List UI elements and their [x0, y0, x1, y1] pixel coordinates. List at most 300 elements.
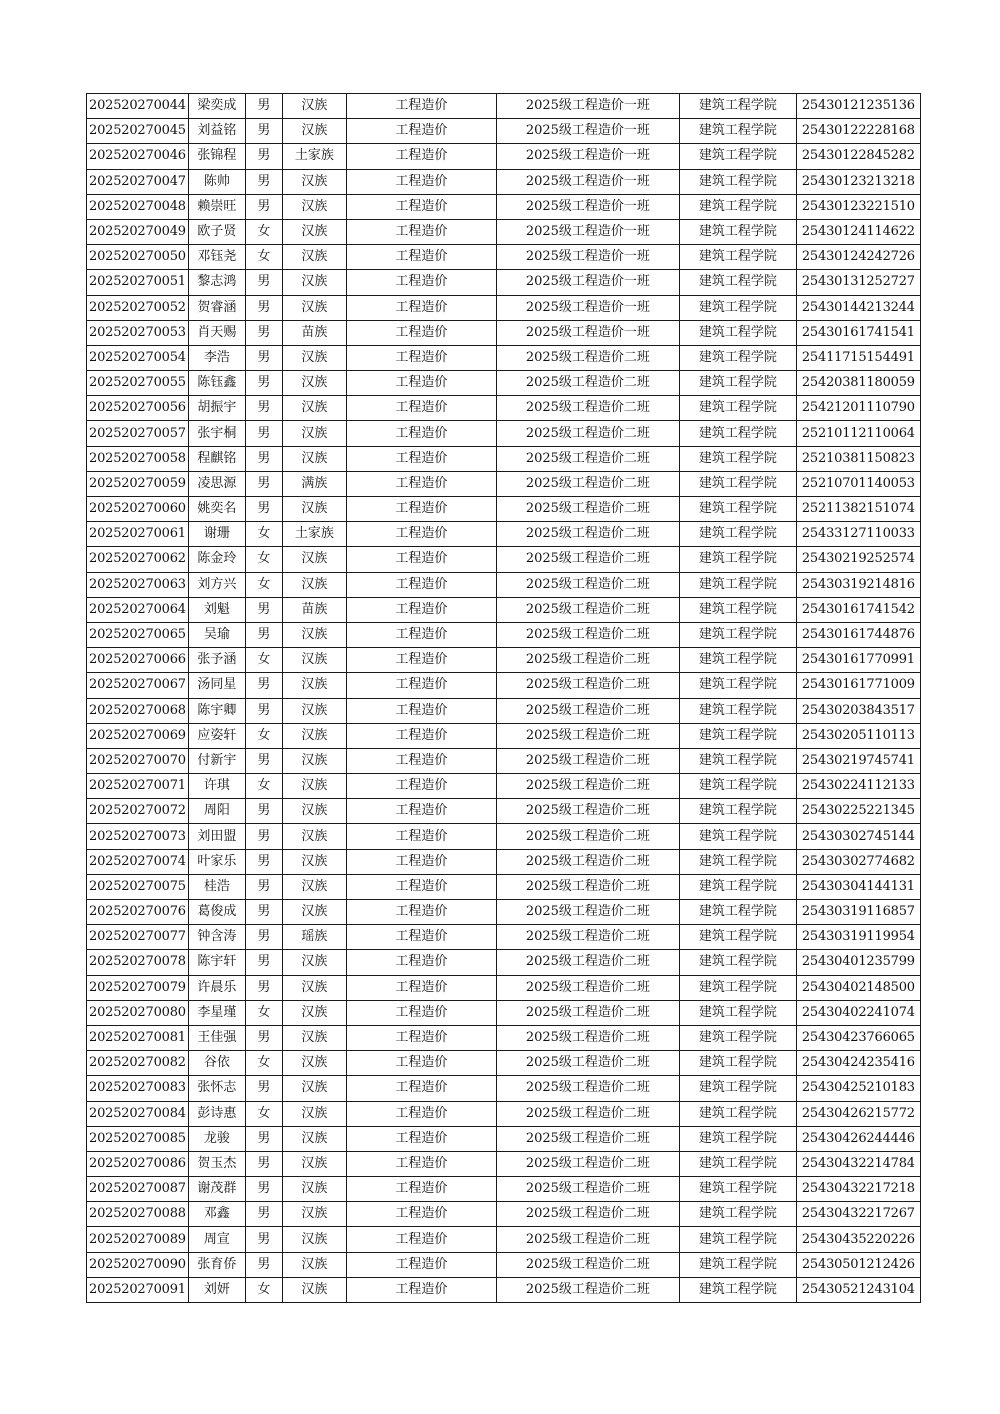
name-cell: 李星瑾: [188, 1000, 245, 1025]
class-cell: 2025级工程造价二班: [496, 1076, 679, 1101]
major-cell: 工程造价: [346, 597, 496, 622]
gender-cell: 女: [245, 245, 282, 270]
class-cell: 2025级工程造价一班: [496, 119, 679, 144]
table-row: [87, 698, 921, 723]
student-table: [86, 93, 921, 1303]
class-cell: 2025级工程造价二班: [496, 1025, 679, 1050]
college-cell: 建筑工程学院: [679, 648, 796, 673]
table-row: [87, 522, 921, 547]
table-row: [87, 1177, 921, 1202]
gender-cell: 男: [245, 673, 282, 698]
gender-cell: 男: [245, 345, 282, 370]
major-cell: 工程造价: [346, 648, 496, 673]
ethnicity-cell: 汉族: [282, 975, 346, 1000]
table-row: [87, 900, 921, 925]
class-cell: 2025级工程造价二班: [496, 1101, 679, 1126]
ethnicity-cell: 土家族: [282, 522, 346, 547]
gender-cell: 男: [245, 849, 282, 874]
ticket-number-cell: 25430161770991: [796, 648, 920, 673]
class-cell: 2025级工程造价二班: [496, 1151, 679, 1176]
name-cell: 周宣: [188, 1227, 245, 1252]
table-row: [87, 1202, 921, 1227]
table-row: [87, 673, 921, 698]
ticket-number-cell: 25211382151074: [796, 497, 920, 522]
ethnicity-cell: 汉族: [282, 1076, 346, 1101]
class-cell: 2025级工程造价一班: [496, 245, 679, 270]
ethnicity-cell: 汉族: [282, 1252, 346, 1277]
class-cell: 2025级工程造价一班: [496, 270, 679, 295]
ethnicity-cell: 汉族: [282, 874, 346, 899]
ethnicity-cell: 汉族: [282, 673, 346, 698]
gender-cell: 男: [245, 295, 282, 320]
major-cell: 工程造价: [346, 925, 496, 950]
table-row: [87, 799, 921, 824]
major-cell: 工程造价: [346, 748, 496, 773]
ethnicity-cell: 汉族: [282, 245, 346, 270]
class-cell: 2025级工程造价二班: [496, 950, 679, 975]
student-id-cell: 202520270046: [87, 144, 189, 169]
ticket-number-cell: 25430124242726: [796, 245, 920, 270]
student-id-cell: 202520270087: [87, 1177, 189, 1202]
major-cell: 工程造价: [346, 245, 496, 270]
name-cell: 王佳强: [188, 1025, 245, 1050]
student-id-cell: 202520270048: [87, 194, 189, 219]
table-row: [87, 94, 921, 119]
college-cell: 建筑工程学院: [679, 295, 796, 320]
ethnicity-cell: 汉族: [282, 774, 346, 799]
class-cell: 2025级工程造价一班: [496, 320, 679, 345]
table-row: [87, 270, 921, 295]
table-row: [87, 597, 921, 622]
name-cell: 邓鑫: [188, 1202, 245, 1227]
ethnicity-cell: 汉族: [282, 622, 346, 647]
student-id-cell: 202520270070: [87, 748, 189, 773]
student-id-cell: 202520270060: [87, 497, 189, 522]
gender-cell: 女: [245, 1051, 282, 1076]
ethnicity-cell: 汉族: [282, 1000, 346, 1025]
student-id-cell: 202520270077: [87, 925, 189, 950]
college-cell: 建筑工程学院: [679, 572, 796, 597]
ethnicity-cell: 汉族: [282, 723, 346, 748]
student-id-cell: 202520270047: [87, 169, 189, 194]
student-id-cell: 202520270082: [87, 1051, 189, 1076]
table-row: [87, 824, 921, 849]
gender-cell: 男: [245, 320, 282, 345]
class-cell: 2025级工程造价二班: [496, 900, 679, 925]
ethnicity-cell: 汉族: [282, 547, 346, 572]
name-cell: 谢珊: [188, 522, 245, 547]
ethnicity-cell: 汉族: [282, 1227, 346, 1252]
ticket-number-cell: 25430423766065: [796, 1025, 920, 1050]
ethnicity-cell: 汉族: [282, 1101, 346, 1126]
name-cell: 陈帅: [188, 169, 245, 194]
student-id-cell: 202520270056: [87, 396, 189, 421]
table-row: [87, 295, 921, 320]
class-cell: 2025级工程造价二班: [496, 471, 679, 496]
ethnicity-cell: 汉族: [282, 824, 346, 849]
ethnicity-cell: 汉族: [282, 849, 346, 874]
ticket-number-cell: 25430124114622: [796, 219, 920, 244]
table-row: [87, 547, 921, 572]
class-cell: 2025级工程造价二班: [496, 497, 679, 522]
ticket-number-cell: 25430302745144: [796, 824, 920, 849]
class-cell: 2025级工程造价二班: [496, 799, 679, 824]
college-cell: 建筑工程学院: [679, 799, 796, 824]
college-cell: 建筑工程学院: [679, 975, 796, 1000]
student-id-cell: 202520270080: [87, 1000, 189, 1025]
major-cell: 工程造价: [346, 849, 496, 874]
gender-cell: 男: [245, 446, 282, 471]
table-row: [87, 1101, 921, 1126]
college-cell: 建筑工程学院: [679, 622, 796, 647]
student-id-cell: 202520270063: [87, 572, 189, 597]
major-cell: 工程造价: [346, 94, 496, 119]
student-id-cell: 202520270054: [87, 345, 189, 370]
college-cell: 建筑工程学院: [679, 1051, 796, 1076]
ethnicity-cell: 汉族: [282, 1202, 346, 1227]
class-cell: 2025级工程造价二班: [496, 1252, 679, 1277]
ticket-number-cell: 25430122228168: [796, 119, 920, 144]
gender-cell: 女: [245, 522, 282, 547]
gender-cell: 女: [245, 572, 282, 597]
class-cell: 2025级工程造价二班: [496, 1000, 679, 1025]
class-cell: 2025级工程造价一班: [496, 295, 679, 320]
college-cell: 建筑工程学院: [679, 1126, 796, 1151]
ticket-number-cell: 25430161744876: [796, 622, 920, 647]
gender-cell: 男: [245, 597, 282, 622]
ethnicity-cell: 汉族: [282, 371, 346, 396]
name-cell: 欧子贤: [188, 219, 245, 244]
student-id-cell: 202520270050: [87, 245, 189, 270]
name-cell: 凌思源: [188, 471, 245, 496]
table-row: [87, 874, 921, 899]
table-row: [87, 345, 921, 370]
gender-cell: 男: [245, 371, 282, 396]
major-cell: 工程造价: [346, 547, 496, 572]
student-id-cell: 202520270088: [87, 1202, 189, 1227]
ethnicity-cell: 苗族: [282, 597, 346, 622]
name-cell: 刘益铭: [188, 119, 245, 144]
name-cell: 周阳: [188, 799, 245, 824]
student-id-cell: 202520270074: [87, 849, 189, 874]
name-cell: 姚奕名: [188, 497, 245, 522]
name-cell: 叶家乐: [188, 849, 245, 874]
ticket-number-cell: 25411715154491: [796, 345, 920, 370]
gender-cell: 女: [245, 1000, 282, 1025]
gender-cell: 男: [245, 1025, 282, 1050]
gender-cell: 男: [245, 1227, 282, 1252]
college-cell: 建筑工程学院: [679, 219, 796, 244]
table-body: [87, 94, 921, 1303]
major-cell: 工程造价: [346, 1126, 496, 1151]
class-cell: 2025级工程造价二班: [496, 648, 679, 673]
student-id-cell: 202520270091: [87, 1277, 189, 1302]
class-cell: 2025级工程造价二班: [496, 1202, 679, 1227]
name-cell: 谷依: [188, 1051, 245, 1076]
table-row: [87, 471, 921, 496]
name-cell: 赖崇旺: [188, 194, 245, 219]
class-cell: 2025级工程造价二班: [496, 371, 679, 396]
student-id-cell: 202520270084: [87, 1101, 189, 1126]
class-cell: 2025级工程造价二班: [496, 522, 679, 547]
gender-cell: 男: [245, 925, 282, 950]
college-cell: 建筑工程学院: [679, 1277, 796, 1302]
college-cell: 建筑工程学院: [679, 950, 796, 975]
ethnicity-cell: 汉族: [282, 295, 346, 320]
table-row: [87, 1051, 921, 1076]
class-cell: 2025级工程造价二班: [496, 748, 679, 773]
table-row: [87, 975, 921, 1000]
major-cell: 工程造价: [346, 874, 496, 899]
major-cell: 工程造价: [346, 1252, 496, 1277]
ticket-number-cell: 25430319119954: [796, 925, 920, 950]
college-cell: 建筑工程学院: [679, 748, 796, 773]
gender-cell: 男: [245, 471, 282, 496]
ticket-number-cell: 25430402148500: [796, 975, 920, 1000]
table-row: [87, 119, 921, 144]
ticket-number-cell: 25430161741542: [796, 597, 920, 622]
ticket-number-cell: 25210381150823: [796, 446, 920, 471]
name-cell: 许晨乐: [188, 975, 245, 1000]
ethnicity-cell: 汉族: [282, 396, 346, 421]
ticket-number-cell: 25430501212426: [796, 1252, 920, 1277]
major-cell: 工程造价: [346, 522, 496, 547]
gender-cell: 女: [245, 219, 282, 244]
class-cell: 2025级工程造价二班: [496, 849, 679, 874]
major-cell: 工程造价: [346, 1025, 496, 1050]
gender-cell: 男: [245, 824, 282, 849]
college-cell: 建筑工程学院: [679, 446, 796, 471]
college-cell: 建筑工程学院: [679, 320, 796, 345]
class-cell: 2025级工程造价二班: [496, 1227, 679, 1252]
college-cell: 建筑工程学院: [679, 1151, 796, 1176]
college-cell: 建筑工程学院: [679, 849, 796, 874]
table-row: [87, 622, 921, 647]
major-cell: 工程造价: [346, 1202, 496, 1227]
ticket-number-cell: 25430425210183: [796, 1076, 920, 1101]
ethnicity-cell: 汉族: [282, 950, 346, 975]
ethnicity-cell: 汉族: [282, 421, 346, 446]
ticket-number-cell: 25430123213218: [796, 169, 920, 194]
class-cell: 2025级工程造价二班: [496, 572, 679, 597]
name-cell: 李浩: [188, 345, 245, 370]
ethnicity-cell: 汉族: [282, 219, 346, 244]
gender-cell: 男: [245, 950, 282, 975]
ethnicity-cell: 瑶族: [282, 925, 346, 950]
class-cell: 2025级工程造价二班: [496, 547, 679, 572]
table-row: [87, 1076, 921, 1101]
ethnicity-cell: 汉族: [282, 94, 346, 119]
college-cell: 建筑工程学院: [679, 925, 796, 950]
college-cell: 建筑工程学院: [679, 1177, 796, 1202]
table-row: [87, 169, 921, 194]
name-cell: 刘田盟: [188, 824, 245, 849]
student-id-cell: 202520270083: [87, 1076, 189, 1101]
ticket-number-cell: 25430219252574: [796, 547, 920, 572]
student-id-cell: 202520270058: [87, 446, 189, 471]
table-row: [87, 1252, 921, 1277]
major-cell: 工程造价: [346, 320, 496, 345]
gender-cell: 男: [245, 1177, 282, 1202]
ticket-number-cell: 25430426244446: [796, 1126, 920, 1151]
ethnicity-cell: 汉族: [282, 1126, 346, 1151]
class-cell: 2025级工程造价一班: [496, 169, 679, 194]
college-cell: 建筑工程学院: [679, 597, 796, 622]
college-cell: 建筑工程学院: [679, 1101, 796, 1126]
ethnicity-cell: 汉族: [282, 648, 346, 673]
ethnicity-cell: 土家族: [282, 144, 346, 169]
college-cell: 建筑工程学院: [679, 144, 796, 169]
college-cell: 建筑工程学院: [679, 698, 796, 723]
ethnicity-cell: 汉族: [282, 169, 346, 194]
name-cell: 张予涵: [188, 648, 245, 673]
ethnicity-cell: 汉族: [282, 194, 346, 219]
class-cell: 2025级工程造价二班: [496, 1051, 679, 1076]
college-cell: 建筑工程学院: [679, 1252, 796, 1277]
ticket-number-cell: 25430161741541: [796, 320, 920, 345]
major-cell: 工程造价: [346, 1177, 496, 1202]
student-id-cell: 202520270066: [87, 648, 189, 673]
student-id-cell: 202520270052: [87, 295, 189, 320]
ticket-number-cell: 25420381180059: [796, 371, 920, 396]
table-row: [87, 748, 921, 773]
gender-cell: 男: [245, 874, 282, 899]
gender-cell: 男: [245, 396, 282, 421]
college-cell: 建筑工程学院: [679, 371, 796, 396]
major-cell: 工程造价: [346, 371, 496, 396]
ethnicity-cell: 汉族: [282, 1151, 346, 1176]
table-row: [87, 446, 921, 471]
class-cell: 2025级工程造价二班: [496, 824, 679, 849]
major-cell: 工程造价: [346, 144, 496, 169]
ethnicity-cell: 汉族: [282, 345, 346, 370]
gender-cell: 男: [245, 698, 282, 723]
college-cell: 建筑工程学院: [679, 94, 796, 119]
class-cell: 2025级工程造价二班: [496, 597, 679, 622]
student-id-cell: 202520270072: [87, 799, 189, 824]
ticket-number-cell: 25430401235799: [796, 950, 920, 975]
major-cell: 工程造价: [346, 950, 496, 975]
gender-cell: 男: [245, 94, 282, 119]
table-row: [87, 849, 921, 874]
name-cell: 龙骏: [188, 1126, 245, 1151]
major-cell: 工程造价: [346, 673, 496, 698]
class-cell: 2025级工程造价一班: [496, 219, 679, 244]
class-cell: 2025级工程造价二班: [496, 723, 679, 748]
major-cell: 工程造价: [346, 295, 496, 320]
college-cell: 建筑工程学院: [679, 774, 796, 799]
name-cell: 张育侨: [188, 1252, 245, 1277]
gender-cell: 男: [245, 900, 282, 925]
major-cell: 工程造价: [346, 1227, 496, 1252]
name-cell: 陈宇轩: [188, 950, 245, 975]
college-cell: 建筑工程学院: [679, 169, 796, 194]
class-cell: 2025级工程造价二班: [496, 1177, 679, 1202]
college-cell: 建筑工程学院: [679, 673, 796, 698]
table-row: [87, 194, 921, 219]
college-cell: 建筑工程学院: [679, 270, 796, 295]
college-cell: 建筑工程学院: [679, 396, 796, 421]
ticket-number-cell: 25430161771009: [796, 673, 920, 698]
student-id-cell: 202520270065: [87, 622, 189, 647]
class-cell: 2025级工程造价二班: [496, 673, 679, 698]
name-cell: 葛俊成: [188, 900, 245, 925]
major-cell: 工程造价: [346, 1277, 496, 1302]
name-cell: 桂浩: [188, 874, 245, 899]
gender-cell: 男: [245, 1126, 282, 1151]
ethnicity-cell: 汉族: [282, 497, 346, 522]
name-cell: 吴瑜: [188, 622, 245, 647]
name-cell: 刘魁: [188, 597, 245, 622]
college-cell: 建筑工程学院: [679, 119, 796, 144]
class-cell: 2025级工程造价二班: [496, 622, 679, 647]
student-id-cell: 202520270086: [87, 1151, 189, 1176]
name-cell: 张宇桐: [188, 421, 245, 446]
ticket-number-cell: 25433127110033: [796, 522, 920, 547]
ticket-number-cell: 25210701140053: [796, 471, 920, 496]
college-cell: 建筑工程学院: [679, 1000, 796, 1025]
major-cell: 工程造价: [346, 1076, 496, 1101]
ticket-number-cell: 25430219745741: [796, 748, 920, 773]
ethnicity-cell: 汉族: [282, 1277, 346, 1302]
ticket-number-cell: 25210112110064: [796, 421, 920, 446]
name-cell: 付新宇: [188, 748, 245, 773]
name-cell: 胡振宇: [188, 396, 245, 421]
class-cell: 2025级工程造价二班: [496, 421, 679, 446]
gender-cell: 男: [245, 1151, 282, 1176]
college-cell: 建筑工程学院: [679, 1076, 796, 1101]
ethnicity-cell: 汉族: [282, 572, 346, 597]
gender-cell: 男: [245, 270, 282, 295]
major-cell: 工程造价: [346, 169, 496, 194]
major-cell: 工程造价: [346, 1101, 496, 1126]
college-cell: 建筑工程学院: [679, 497, 796, 522]
gender-cell: 男: [245, 497, 282, 522]
name-cell: 刘方兴: [188, 572, 245, 597]
student-id-cell: 202520270068: [87, 698, 189, 723]
table-row: [87, 371, 921, 396]
student-id-cell: 202520270071: [87, 774, 189, 799]
name-cell: 陈宇卿: [188, 698, 245, 723]
ticket-number-cell: 25430131252727: [796, 270, 920, 295]
ethnicity-cell: 汉族: [282, 446, 346, 471]
major-cell: 工程造价: [346, 1051, 496, 1076]
gender-cell: 女: [245, 1277, 282, 1302]
ethnicity-cell: 汉族: [282, 1051, 346, 1076]
class-cell: 2025级工程造价二班: [496, 1277, 679, 1302]
major-cell: 工程造价: [346, 219, 496, 244]
class-cell: 2025级工程造价一班: [496, 144, 679, 169]
class-cell: 2025级工程造价二班: [496, 925, 679, 950]
ticket-number-cell: 25430302774682: [796, 849, 920, 874]
ethnicity-cell: 苗族: [282, 320, 346, 345]
gender-cell: 男: [245, 1202, 282, 1227]
major-cell: 工程造价: [346, 471, 496, 496]
college-cell: 建筑工程学院: [679, 522, 796, 547]
class-cell: 2025级工程造价二班: [496, 1126, 679, 1151]
ethnicity-cell: 汉族: [282, 119, 346, 144]
major-cell: 工程造价: [346, 421, 496, 446]
college-cell: 建筑工程学院: [679, 421, 796, 446]
college-cell: 建筑工程学院: [679, 900, 796, 925]
ethnicity-cell: 汉族: [282, 1025, 346, 1050]
class-cell: 2025级工程造价二班: [496, 774, 679, 799]
college-cell: 建筑工程学院: [679, 471, 796, 496]
major-cell: 工程造价: [346, 572, 496, 597]
major-cell: 工程造价: [346, 194, 496, 219]
ethnicity-cell: 汉族: [282, 1177, 346, 1202]
ticket-number-cell: 25430424235416: [796, 1051, 920, 1076]
